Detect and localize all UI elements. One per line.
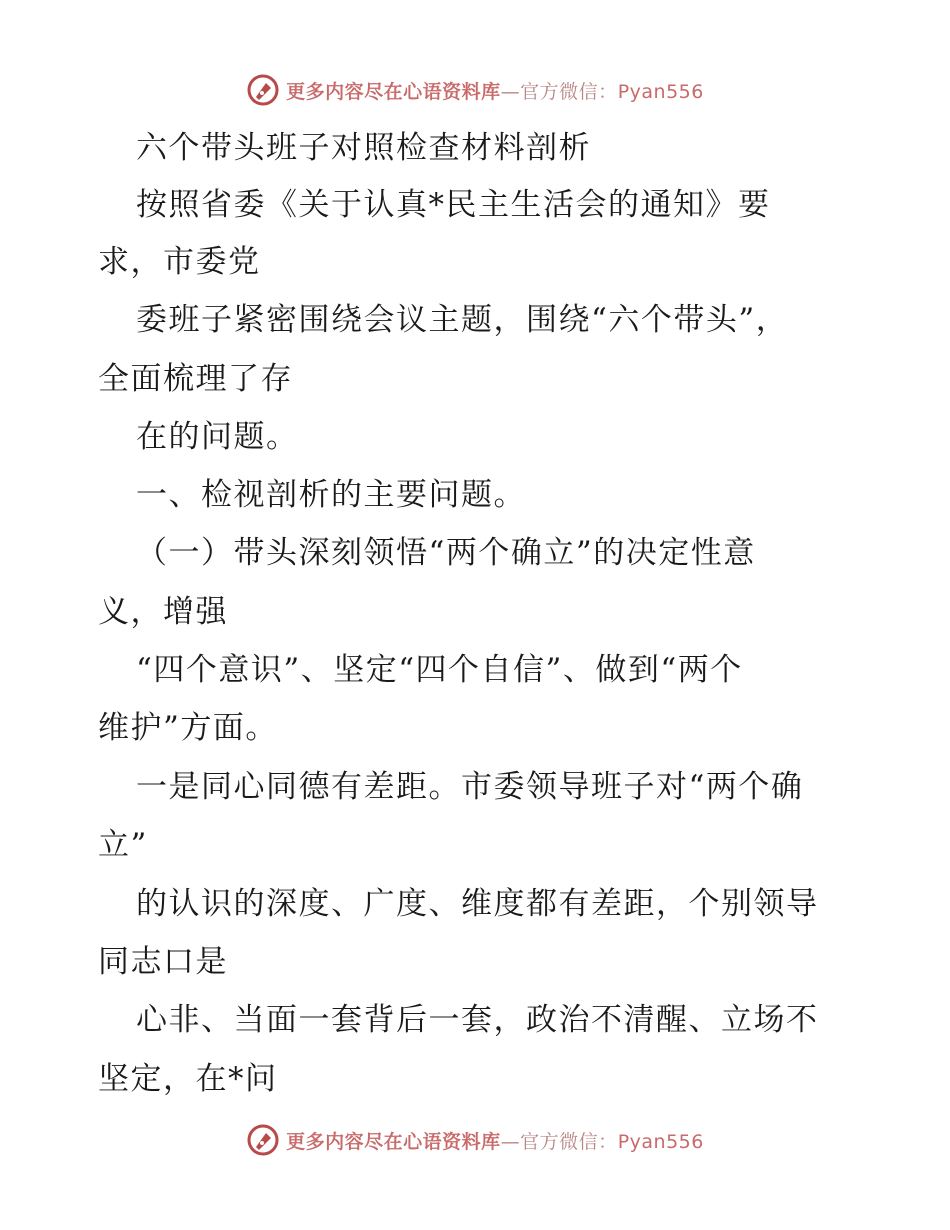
pen-nib-circle-icon (246, 73, 280, 107)
paragraph-line: 立” (98, 827, 148, 863)
pen-nib-circle-icon (246, 1123, 280, 1157)
paragraph-line: 的认识的深度、广度、维度都有差距，个别领导 (136, 886, 819, 922)
paragraph-line: 求，市委党 (98, 244, 261, 280)
paragraph-line: 义，增强 (98, 594, 228, 630)
paragraph-line: 全面梳理了存 (98, 361, 293, 397)
subsection-heading: （一）带头深刻领悟“两个确立”的决定性意 (136, 535, 756, 571)
watermark-wechat-id: Pyan556 (617, 1130, 704, 1153)
section-heading: 一、检视剖析的主要问题。 (136, 477, 526, 513)
paragraph-line: 心非、当面一套背后一套，政治不清醒、立场不 (136, 1002, 819, 1038)
paragraph-line: 在的问题。 (136, 419, 299, 455)
paragraph-line: 维护”方面。 (98, 710, 278, 746)
paragraph-line: 委班子紧密围绕会议主题，围绕“六个带头”， (136, 302, 789, 338)
document-title: 六个带头班子对照检查材料剖析 (136, 130, 591, 166)
paragraph-line: 坚定，在*问 (98, 1061, 278, 1097)
paragraph-line: “四个意识”、坚定“四个自信”、做到“两个 (136, 652, 743, 688)
watermark-sub-text: —官方微信： (500, 1130, 618, 1153)
paragraph-line: 按照省委《关于认真*民主生活会的通知》要 (136, 187, 771, 223)
watermark-sub-text: —官方微信： (500, 80, 618, 103)
watermark-main-text: 更多内容尽在心语资料库 (286, 80, 501, 103)
paragraph-line: 一是同心同德有差距。市委领导班子对“两个确 (136, 769, 804, 805)
paragraph-line: 同志口是 (98, 944, 228, 980)
watermark-wechat-id: Pyan556 (617, 80, 704, 103)
footer-watermark (0, 1120, 950, 1160)
header-watermark (0, 70, 950, 110)
watermark-main-text: 更多内容尽在心语资料库 (286, 1130, 501, 1153)
